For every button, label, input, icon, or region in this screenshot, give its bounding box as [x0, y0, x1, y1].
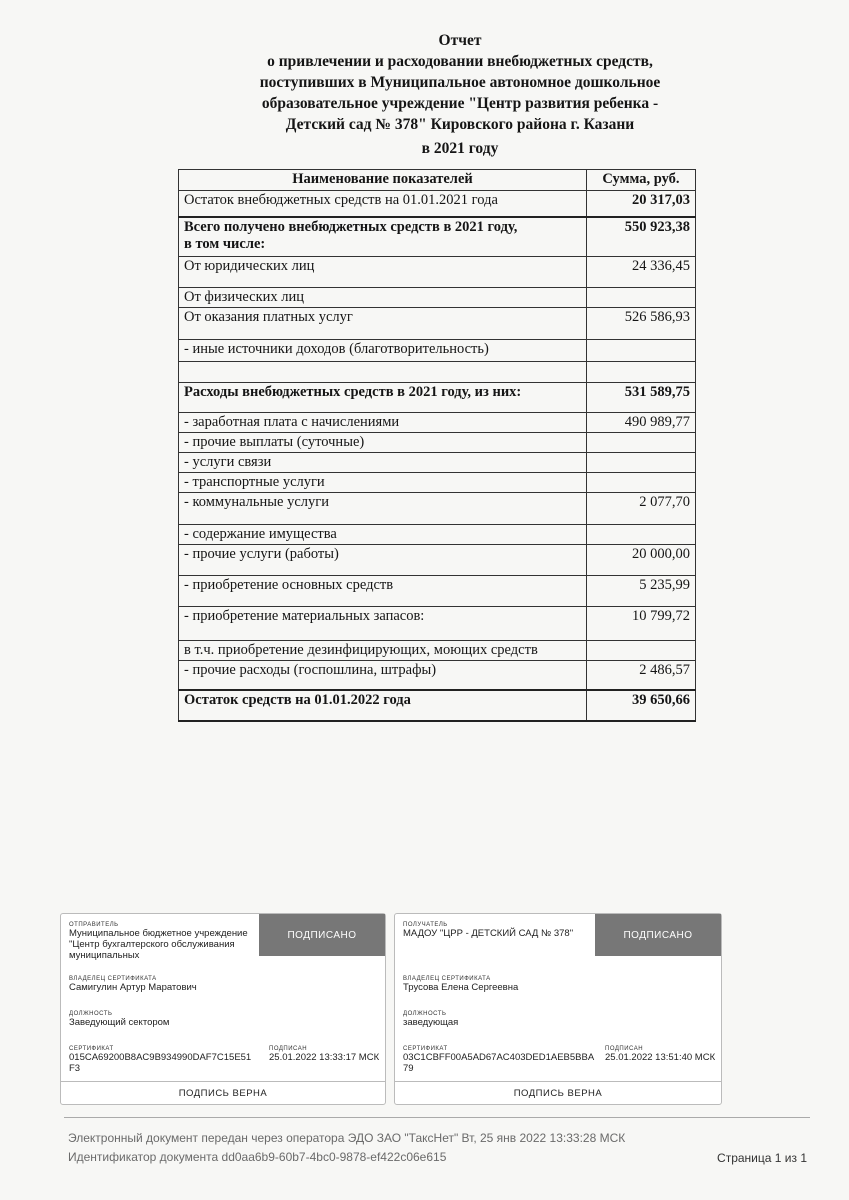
table-row	[179, 383, 696, 413]
table-row	[179, 288, 696, 308]
row-sum: 24 336,45	[587, 257, 696, 288]
table-row	[179, 453, 696, 473]
title-line: о привлечении и расходовании внебюджетных средств,	[267, 53, 653, 70]
row-label: Остаток средств на 01.01.2022 года	[179, 690, 587, 721]
row-label: От оказания платных услуг	[179, 308, 587, 340]
row-label: Остаток внебюджетных средств на 01.01.2021 года	[179, 191, 587, 217]
signed-caption: ПОДПИСАН	[269, 1046, 308, 1052]
cert-id: 015CA69200B8AC9B934990DAF7C15E51F3	[69, 1052, 252, 1074]
table-row	[179, 545, 696, 576]
report-year: в 2021 году	[421, 140, 499, 157]
table-row	[179, 413, 696, 433]
row-sum: 550 923,38	[587, 217, 696, 257]
row-label: - прочие услуги (работы)	[179, 545, 587, 576]
row-label: - заработная плата с начислениями	[179, 413, 587, 433]
edo-operator-line: Электронный документ передан через оператора ЭДО ЗАО "ТаксНет" Вт, 25 янв 2022 13:33:28 МСК	[68, 1131, 626, 1145]
row-label: - приобретение материальных запасов:	[179, 607, 587, 641]
table-row	[179, 433, 696, 453]
row-label-line2: в том числе:	[184, 235, 266, 252]
row-sum	[587, 473, 696, 493]
row-label: - прочие выплаты (суточные)	[179, 433, 587, 453]
signature-valid: ПОДПИСЬ ВЕРНА	[395, 1081, 721, 1104]
table-row	[179, 257, 696, 288]
owner-name: Трусова Елена Сергеевна	[403, 982, 519, 993]
row-label: - прочие расходы (госпошлина, штрафы)	[179, 661, 587, 690]
row-label: - услуги связи	[179, 453, 587, 473]
document-id-line: Идентификатор документа dd0aa6b9-60b7-4bc0-9878-ef422c06e615	[68, 1150, 447, 1164]
row-sum: 39 650,66	[587, 690, 696, 721]
title-line: Отчет	[438, 32, 482, 49]
row-label	[179, 217, 587, 257]
row-sum: 20 317,03	[587, 191, 696, 217]
table-row	[179, 607, 696, 641]
table-row	[179, 217, 696, 257]
title-line: образовательное учреждение "Центр развития ребенка -	[261, 95, 659, 112]
row-sum: 5 235,99	[587, 576, 696, 607]
row-label: От физических лиц	[179, 288, 587, 308]
row-sum	[587, 641, 696, 661]
row-sum: 20 000,00	[587, 545, 696, 576]
row-label: в т.ч. приобретение дезинфицирующих, моющих средств	[179, 641, 587, 661]
row-sum	[587, 340, 696, 362]
row-sum	[587, 525, 696, 545]
report-table	[178, 169, 696, 722]
position-caption: ДОЛЖНОСТЬ	[69, 1011, 113, 1017]
table-row	[179, 308, 696, 340]
row-label: - содержание имущества	[179, 525, 587, 545]
row-sum	[587, 362, 696, 383]
owner-caption: ВЛАДЕЛЕЦ СЕРТИФИКАТА	[69, 976, 157, 982]
row-sum	[587, 288, 696, 308]
cert-caption: СЕРТИФИКАТ	[69, 1046, 114, 1052]
title-line: Детский сад № 378" Кировского района г. Казани	[285, 116, 635, 133]
table-row-empty	[179, 362, 696, 383]
row-label: - транспортные услуги	[179, 473, 587, 493]
page-number: Страница 1 из 1	[717, 1151, 807, 1165]
report-title	[180, 30, 740, 135]
owner-name: Самигулин Артур Маратович	[69, 982, 197, 993]
table-header	[179, 170, 696, 191]
owner-position: заведующая	[403, 1017, 459, 1028]
cert-caption: СЕРТИФИКАТ	[403, 1046, 448, 1052]
title-line: поступивших в Муниципальное автономное дошкольное	[259, 74, 661, 91]
row-sum	[587, 453, 696, 473]
row-label: - коммунальные услуги	[179, 493, 587, 525]
sender-org: Муниципальное бюджетное учреждение "Центр бухгалтерского обслуживания муниципальных	[69, 928, 248, 961]
row-sum: 2 486,57	[587, 661, 696, 690]
table-row	[179, 493, 696, 525]
row-label-line1: Всего получено внебюджетных средств в 2021 году,	[184, 218, 518, 235]
table-row	[179, 473, 696, 493]
row-label: - приобретение основных средств	[179, 576, 587, 607]
sender-signature-card	[60, 913, 386, 1105]
row-sum: 531 589,75	[587, 383, 696, 413]
row-sum: 2 077,70	[587, 493, 696, 525]
signed-caption: ПОДПИСАН	[605, 1046, 644, 1052]
table-row	[179, 525, 696, 545]
table-row	[179, 576, 696, 607]
signed-datetime: 25.01.2022 13:51:40 МСК	[605, 1052, 716, 1063]
signature-valid: ПОДПИСЬ ВЕРНА	[61, 1081, 385, 1104]
signed-datetime: 25.01.2022 13:33:17 МСК	[269, 1052, 380, 1063]
table-row	[179, 340, 696, 362]
owner-caption: ВЛАДЕЛЕЦ СЕРТИФИКАТА	[403, 976, 491, 982]
cert-id: 03C1CBFF00A5AD67AC403DED1AEB5BBA79	[403, 1052, 595, 1074]
row-sum	[587, 433, 696, 453]
row-label: Расходы внебюджетных средств в 2021 году, из них:	[179, 383, 587, 413]
recipient-caption: ПОЛУЧАТЕЛЬ	[403, 922, 448, 928]
owner-position: Заведующий сектором	[69, 1017, 170, 1028]
footer-divider	[64, 1117, 810, 1118]
row-label	[179, 362, 587, 383]
header-sum: Сумма, руб.	[587, 170, 696, 191]
table-row	[179, 641, 696, 661]
row-sum: 490 989,77	[587, 413, 696, 433]
table-row	[179, 661, 696, 690]
signed-badge: ПОДПИСАНО	[259, 914, 385, 956]
row-sum: 10 799,72	[587, 607, 696, 641]
header-name: Наименование показателей	[179, 170, 587, 191]
row-label: - иные источники доходов (благотворительность)	[179, 340, 587, 362]
table-row	[179, 690, 696, 721]
sender-caption: ОТПРАВИТЕЛЬ	[69, 922, 119, 928]
row-sum: 526 586,93	[587, 308, 696, 340]
recipient-signature-card	[394, 913, 722, 1105]
recipient-org: МАДОУ "ЦРР - ДЕТСКИЙ САД № 378"	[403, 928, 574, 939]
table-row	[179, 191, 696, 217]
position-caption: ДОЛЖНОСТЬ	[403, 1011, 447, 1017]
row-label: От юридических лиц	[179, 257, 587, 288]
signed-badge: ПОДПИСАНО	[595, 914, 721, 956]
